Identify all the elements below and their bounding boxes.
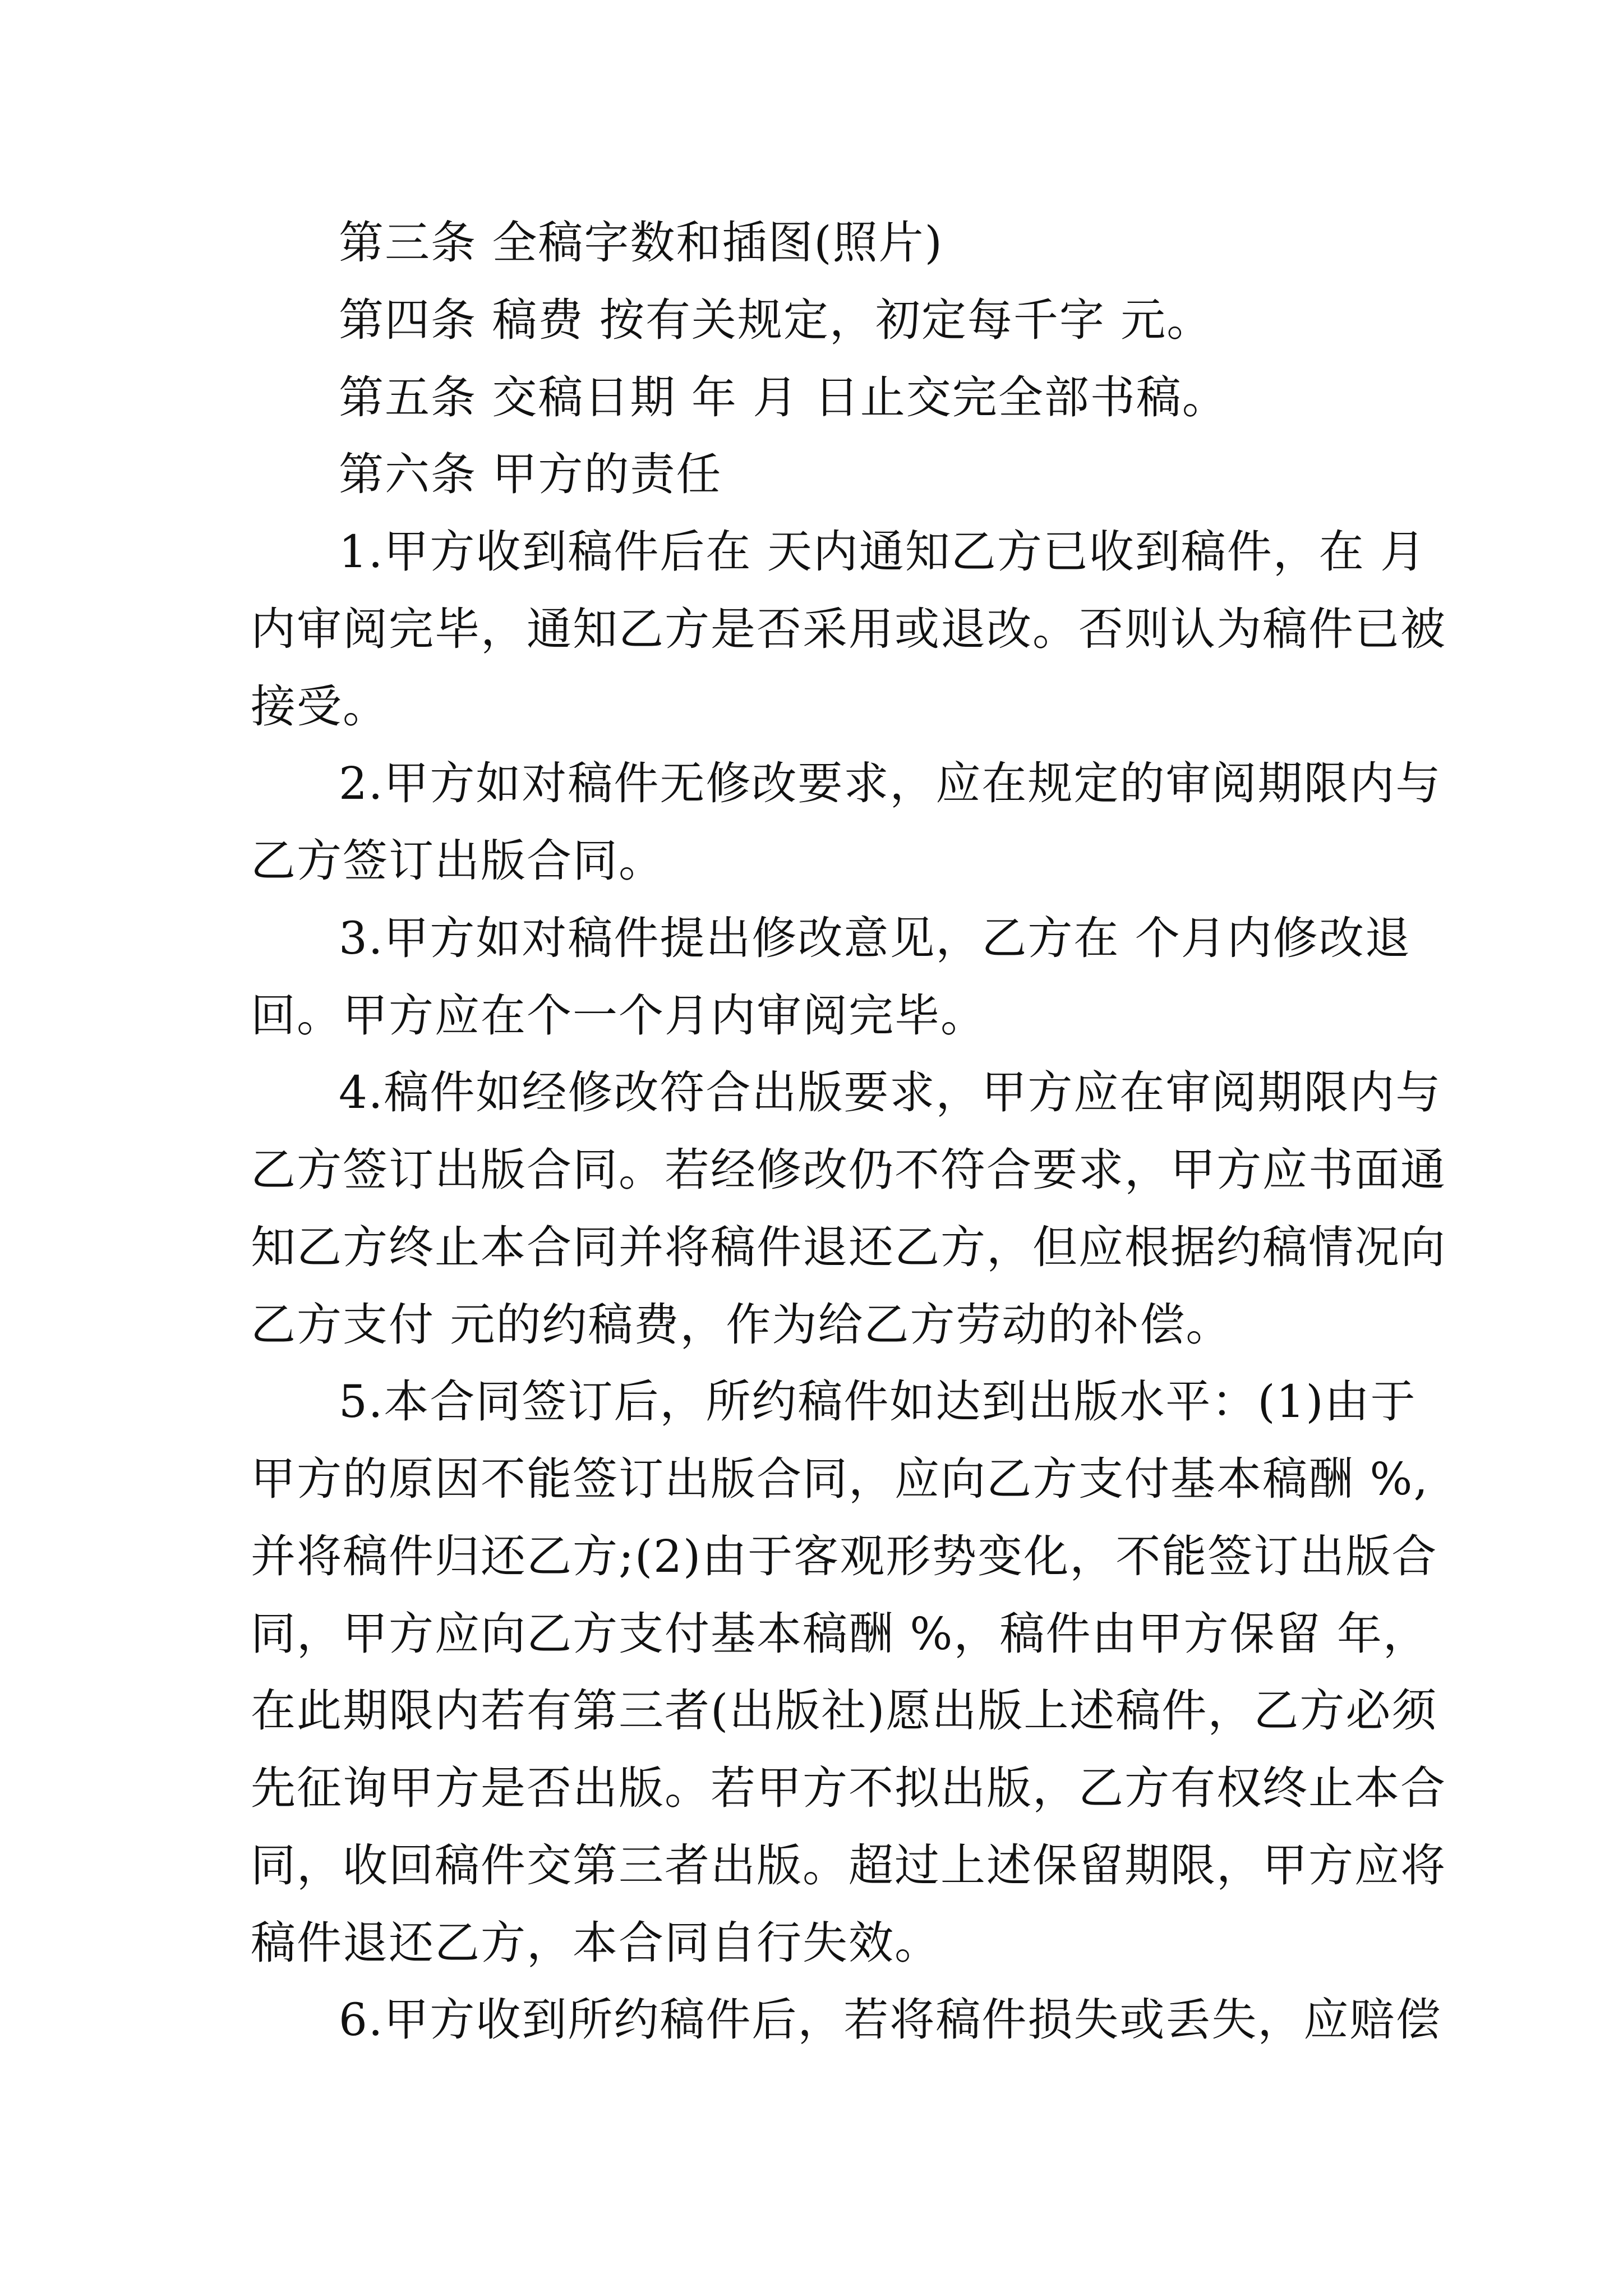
article-4-line: 第四条 稿费 按有关规定，初定每千字 元。 bbox=[339, 294, 1213, 346]
clause-1-line-3: 接受。 bbox=[251, 680, 389, 733]
article-6-heading: 第六条 甲方的责任 bbox=[339, 448, 722, 500]
article-3-line: 第三条 全稿字数和插图(照片) bbox=[339, 217, 943, 269]
article-5-line: 第五条 交稿日期 年 月 日止交完全部书稿。 bbox=[339, 371, 1228, 424]
clause-1-line-1: 1.甲方收到稿件后在 天内通知乙方已收到稿件，在 月 bbox=[339, 526, 1427, 578]
clause-3-line-1: 3.甲方如对稿件提出修改意见，乙方在 个月内修改退 bbox=[339, 912, 1411, 964]
clause-2-line-1: 2.甲方如对稿件无修改要求，应在规定的审阅期限内与 bbox=[339, 757, 1442, 809]
clause-5-line-2: 甲方的原因不能签订出版合同，应向乙方支付基本稿酬 %, bbox=[251, 1453, 1429, 1505]
clause-5-line-1: 5.本合同签订后，所约稿件如达到出版水平：(1)由于 bbox=[339, 1375, 1417, 1428]
clause-5-line-3: 并将稿件归还乙方;(2)由于客观形势变化，不能签订出版合 bbox=[251, 1530, 1438, 1582]
clause-6-line-1: 6.甲方收到所约稿件后，若将稿件损失或丢失，应赔偿 bbox=[339, 1994, 1442, 2046]
clause-5-line-8: 稿件退还乙方，本合同自行失效。 bbox=[251, 1917, 940, 1969]
clause-4-line-1: 4.稿件如经修改符合出版要求，甲方应在审阅期限内与 bbox=[339, 1066, 1442, 1119]
clause-4-line-4: 乙方支付 元的约稿费，作为给乙方劳动的补偿。 bbox=[251, 1299, 1232, 1351]
clause-4-line-3: 知乙方终止本合同并将稿件退还乙方，但应根据约稿情况向 bbox=[251, 1221, 1446, 1273]
clause-2-line-2: 乙方签订出版合同。 bbox=[251, 835, 665, 887]
clause-4-line-2: 乙方签订出版合同。若经修改仍不符合要求，甲方应书面通 bbox=[251, 1144, 1446, 1196]
clause-5-line-6: 先征询甲方是否出版。若甲方不拟出版，乙方有权终止本合 bbox=[251, 1762, 1446, 1814]
clause-1-line-2: 内审阅完毕，通知乙方是否采用或退改。否则认为稿件已被 bbox=[251, 603, 1446, 655]
clause-3-line-2: 回。甲方应在个一个月内审阅完毕。 bbox=[251, 990, 986, 1042]
clause-5-line-7: 同，收回稿件交第三者出版。超过上述保留期限，甲方应将 bbox=[251, 1839, 1446, 1892]
clause-5-line-4: 同，甲方应向乙方支付基本稿酬 %，稿件由甲方保留 年， bbox=[251, 1608, 1429, 1660]
clause-5-line-5: 在此期限内若有第三者(出版社)愿出版上述稿件，乙方必须 bbox=[251, 1685, 1438, 1737]
